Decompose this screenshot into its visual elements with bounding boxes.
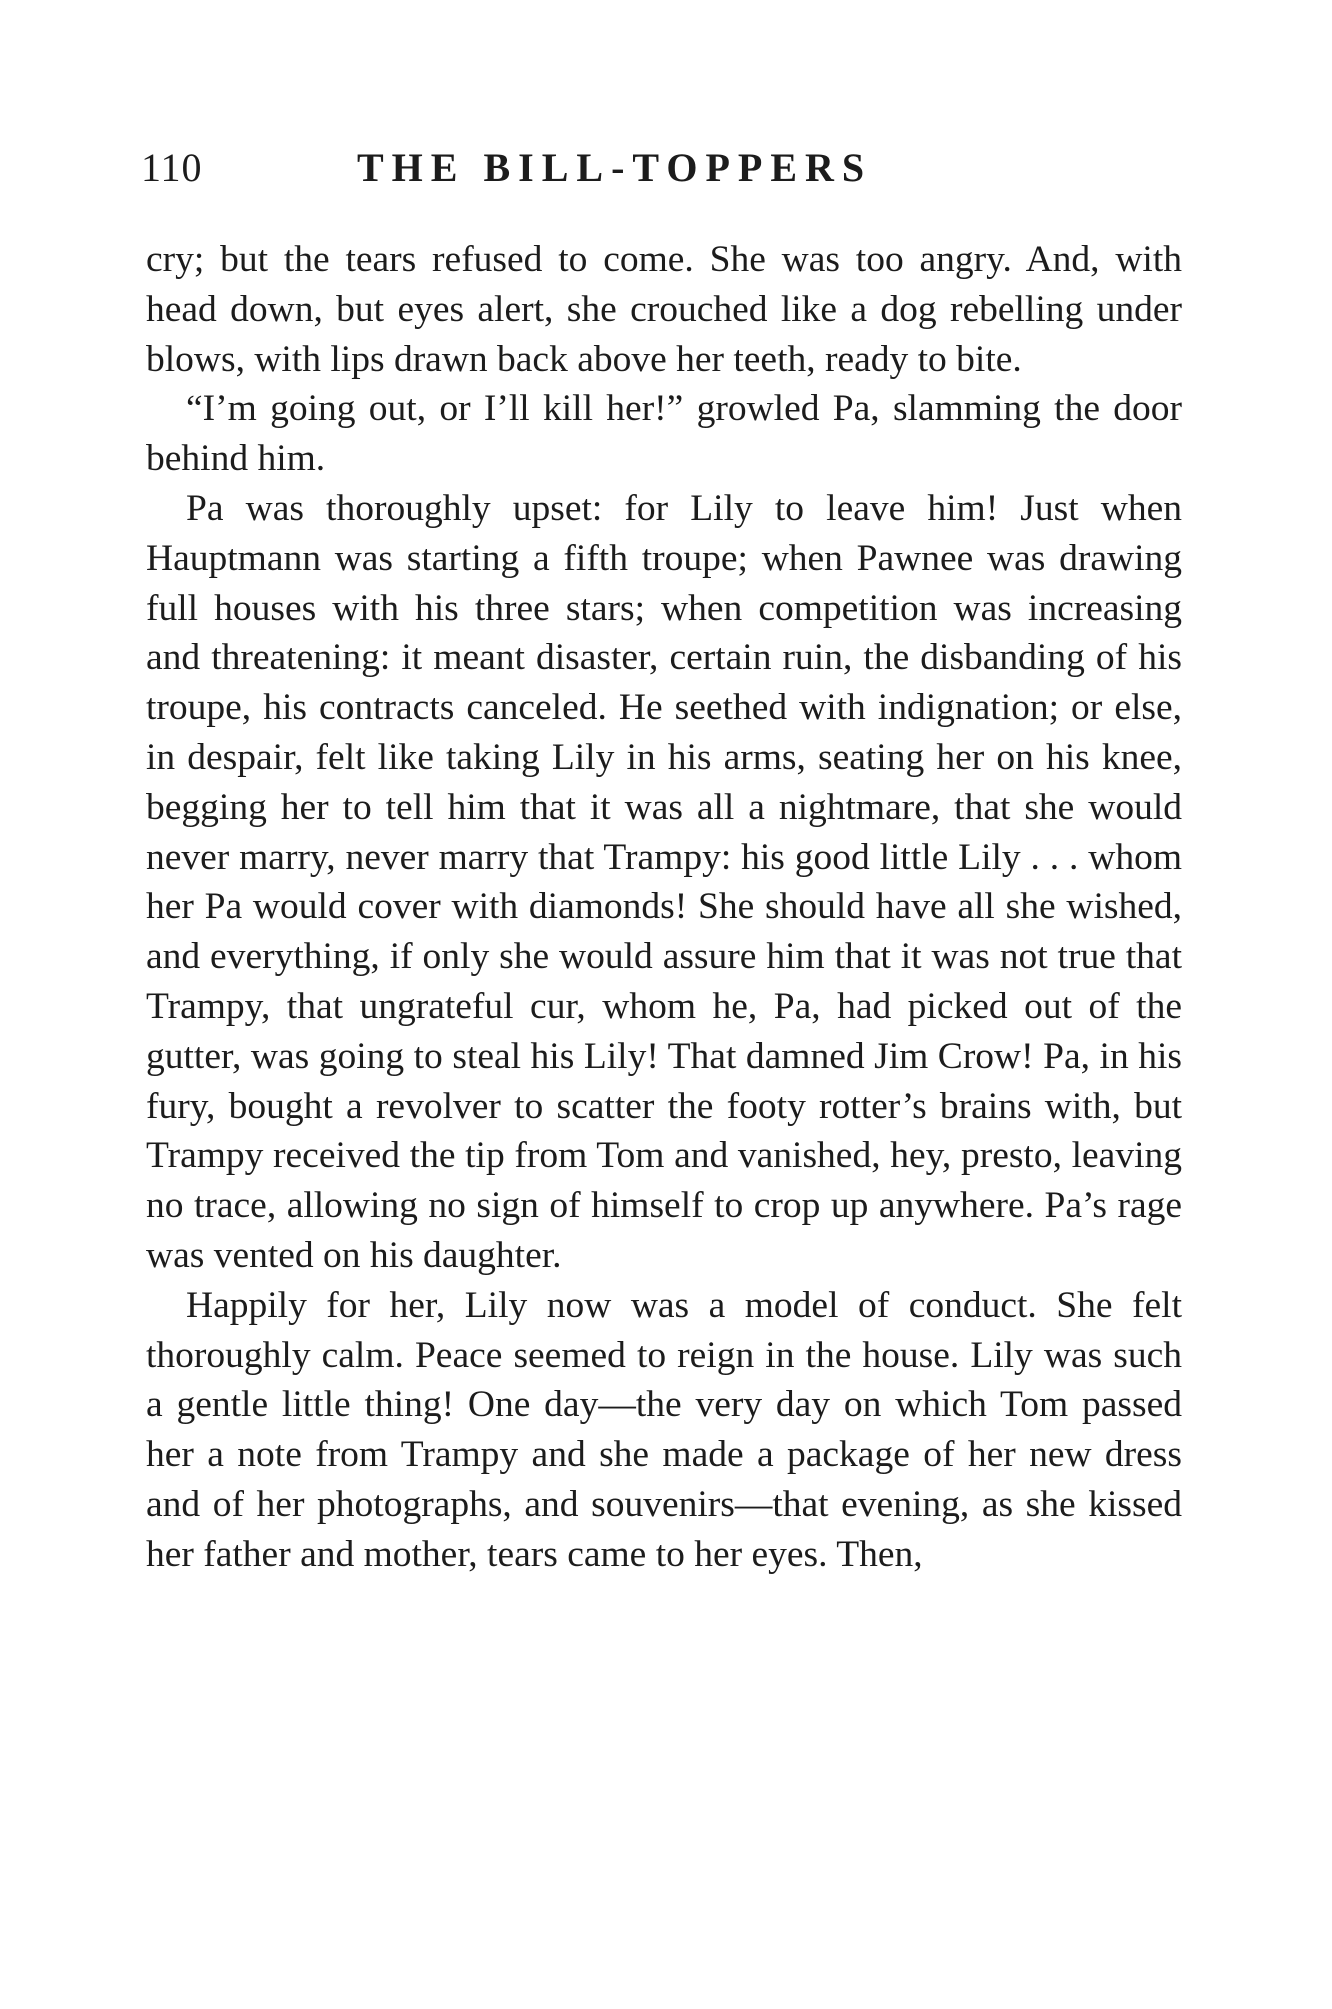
paragraph: “I’m going out, or I’ll kill her!” growled Pa, slamming the door behind him. xyxy=(146,388,1182,480)
paragraph: Happily for her, Lily now was a model of conduct. She felt thoroughly calm. Peace seemed to reign in the house. Lily was such a gentle little thing! One day—the very day on which Tom passed her a note from Trampy and she made a package of her new dress and of her photographs, and souvenirs—that evening, as she kissed her father and mother, tears came to her eyes. Then, xyxy=(146,1284,1182,1575)
paragraph: Pa was thoroughly upset: for Lily to leave him! Just when Hauptmann was starting a fifth troupe; when Pawnee was drawing full houses with his three stars; when competition was increasing and threatening: it meant disaster, certain ruin, the disbanding of his troupe, his contracts canceled. He seethed with indignation; or else, in despair, felt like taking Lily in his arms, seating her on his knee, begging her to tell him that it was all a nightmare, that she would never marry, never marry that Trampy: his good little Lily . . . whom her Pa would cover with diamonds! She should have all she wished, and everything, if only she would assure him that it was not true that Trampy, that ungrateful cur, whom he, Pa, had picked out of the gutter, was going to steal his Lily! That damned Jim Crow! Pa, in his fury, bought a revolver to scatter the footy rotter’s brains with, but Trampy received the tip from Tom and vanished, hey, presto, leaving no trace, allowing no sign of himself to crop up anywhere. Pa’s rage was vented on his daughter. xyxy=(146,487,1182,1276)
running-title: THE BILL-TOPPERS xyxy=(357,145,873,190)
page-header xyxy=(141,140,1191,196)
paragraph-continued: cry; but the tears refused to come. She was too angry. And, with head down, but eyes alert, she crouched like a dog rebelling under blows, with lips drawn back above her teeth, ready to bite. xyxy=(146,239,1182,380)
page-number: 110 xyxy=(141,145,203,190)
body-text xyxy=(146,235,1182,1580)
